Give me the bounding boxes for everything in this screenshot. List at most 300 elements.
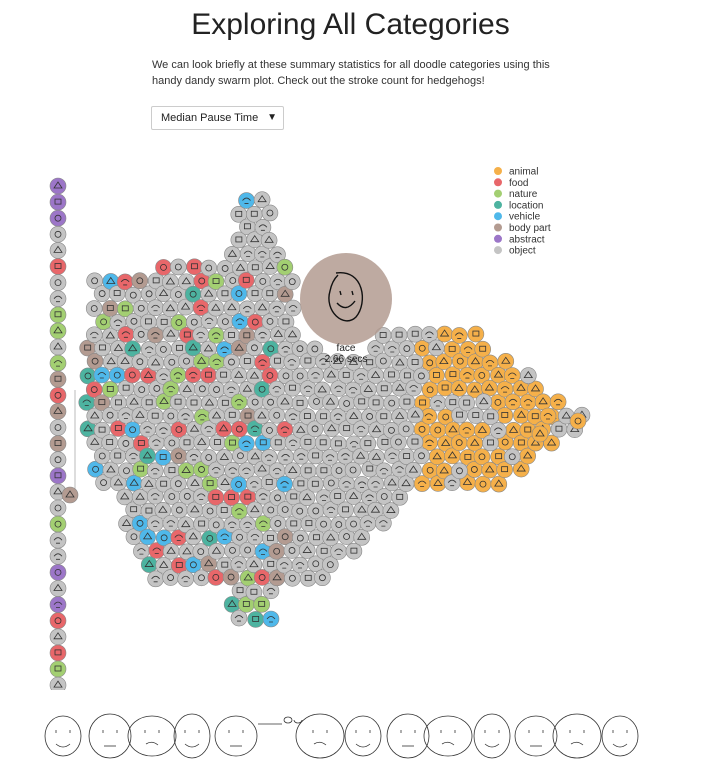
swarm-dot[interactable] [428, 340, 444, 356]
legend-swatch [494, 224, 502, 232]
dot-circle [50, 645, 66, 661]
swarm-dot[interactable] [490, 422, 506, 438]
dot-circle [262, 205, 278, 221]
dot-circle [468, 408, 484, 424]
dot-circle [50, 178, 66, 194]
dot-circle [50, 516, 66, 532]
dot-circle [208, 300, 224, 316]
dot-circle [345, 462, 361, 478]
swarm-dot[interactable] [139, 448, 155, 464]
dot-circle [407, 407, 423, 423]
dot-circle [384, 475, 400, 491]
swarm-dot[interactable] [316, 516, 332, 532]
swarm-dot[interactable] [102, 300, 118, 316]
swarm-dot[interactable] [156, 259, 172, 275]
left-column-dot[interactable] [50, 371, 66, 387]
swarm-dot[interactable] [94, 367, 110, 383]
left-column-dot[interactable] [50, 581, 66, 597]
swarm-dot[interactable] [384, 341, 400, 357]
left-column-dot[interactable] [50, 420, 66, 436]
swarm-dot[interactable] [254, 408, 270, 424]
dot-circle [284, 274, 300, 290]
dot-circle [277, 394, 293, 410]
swarm-dot[interactable] [254, 596, 270, 612]
legend-label: location [509, 200, 544, 212]
face-mouth [56, 744, 70, 747]
swarm-dot[interactable] [238, 436, 254, 452]
dot-circle [94, 367, 110, 383]
swarm-dot[interactable] [468, 326, 484, 342]
swarm-dot[interactable] [269, 543, 285, 559]
left-column-dot[interactable] [50, 194, 66, 210]
legend [494, 167, 551, 257]
face-doodle[interactable] [387, 714, 429, 758]
dot-circle [451, 327, 467, 343]
face-outline [128, 716, 176, 756]
dot-circle [50, 629, 66, 645]
swarm-dot[interactable] [505, 394, 521, 410]
swarm-dot[interactable] [284, 327, 300, 343]
swarm-dot[interactable] [285, 300, 301, 316]
swarm-dot[interactable] [308, 367, 324, 383]
dot-circle [50, 403, 66, 419]
face-outline [553, 714, 601, 758]
dot-circle [50, 468, 66, 484]
left-column-dot[interactable] [50, 613, 66, 629]
swarm-dot[interactable] [170, 367, 186, 383]
dot-circle [50, 436, 66, 452]
swarm-dot[interactable] [86, 301, 102, 317]
swarm-dot[interactable] [239, 193, 255, 209]
legend-item[interactable] [494, 212, 541, 223]
dot-circle [50, 371, 66, 387]
face-mouth [146, 742, 158, 745]
swarm-dot[interactable] [248, 611, 264, 627]
swarm-dot[interactable] [491, 476, 507, 492]
swarm-dot[interactable] [315, 435, 331, 451]
legend-swatch [494, 167, 502, 175]
dot-circle [50, 548, 66, 564]
dot-circle [269, 543, 285, 559]
swarm-dot[interactable] [407, 326, 423, 342]
swarm-dot[interactable] [322, 394, 338, 410]
swarm-dot[interactable] [360, 436, 376, 452]
face-doodle[interactable] [515, 716, 557, 756]
left-column-dot[interactable] [50, 564, 66, 580]
left-column-dot[interactable] [50, 178, 66, 194]
swarm-dot[interactable] [475, 476, 491, 492]
dot-circle [147, 408, 163, 424]
face-doodle[interactable] [474, 714, 510, 758]
swarm-dot[interactable] [300, 570, 316, 586]
left-column-dot[interactable] [50, 291, 66, 307]
dot-circle [186, 259, 202, 275]
dot-circle [209, 543, 225, 559]
dot-circle [285, 300, 301, 316]
swarm-dot[interactable] [126, 475, 142, 491]
swarm-dot[interactable] [261, 232, 277, 248]
swarm-dot[interactable] [346, 543, 362, 559]
dot-circle [540, 408, 556, 424]
dot-circle [520, 368, 536, 384]
face-mouth [613, 744, 627, 747]
swarm-dot[interactable] [376, 381, 392, 397]
intro-paragraph: We can look briefly at these summary statistics for all doodle categories using this handy dandy swarm plot. Check out the stroke count for hedgehogs! [152, 59, 550, 87]
legend-label: animal [509, 166, 539, 178]
swarm-dot[interactable] [141, 557, 157, 573]
face-outline [89, 714, 131, 758]
swarm-dot[interactable] [384, 475, 400, 491]
dot-circle [399, 341, 415, 357]
left-column-dot[interactable] [50, 323, 66, 339]
swarm-dot[interactable] [208, 300, 224, 316]
highlight-value: 2.66 secs [324, 354, 368, 365]
face-outline [424, 716, 472, 756]
left-column-dot[interactable] [50, 548, 66, 564]
left-column-dot[interactable] [50, 355, 66, 371]
swarm-dot[interactable] [231, 367, 247, 383]
face-doodle[interactable] [424, 716, 472, 756]
dot-circle [550, 394, 566, 410]
face-eyes [570, 730, 584, 733]
legend-label: object [509, 245, 536, 257]
dot-circle [263, 611, 279, 627]
left-column-dot[interactable] [50, 452, 66, 468]
dot-circle [254, 408, 270, 424]
swarm-dot[interactable] [451, 463, 467, 479]
swarm-dot[interactable] [413, 448, 429, 464]
dot-circle [570, 413, 586, 429]
left-column-dot[interactable] [50, 597, 66, 613]
swarm-dot[interactable] [178, 571, 194, 587]
dot-circle [139, 448, 155, 464]
metric-select[interactable] [151, 106, 284, 130]
swarm-dot[interactable] [482, 462, 498, 478]
swarm-dot[interactable] [413, 368, 429, 384]
face-doodle[interactable] [553, 714, 601, 758]
dot-circle [504, 449, 520, 465]
face-eyes [313, 730, 327, 733]
dot-circle [50, 613, 66, 629]
dot-circle [62, 487, 78, 503]
dot-circle [163, 543, 179, 559]
face-eyes [529, 730, 543, 733]
swarm-dot[interactable] [497, 407, 513, 423]
dot-circle [186, 395, 202, 411]
dot-circle [490, 422, 506, 438]
face-eyes [356, 730, 370, 733]
legend-label: body part [509, 223, 551, 234]
face-eyes [185, 730, 199, 733]
face-doodle[interactable] [89, 714, 131, 758]
dot-circle [231, 367, 247, 383]
swarm-dot[interactable] [216, 421, 232, 437]
legend-item[interactable] [494, 223, 551, 234]
face-mouth [442, 742, 454, 745]
swarm-dot[interactable] [293, 448, 309, 464]
face-mouth [571, 742, 583, 745]
dot-circle [50, 339, 66, 355]
swarm-dot[interactable] [263, 611, 279, 627]
dot-circle [193, 570, 209, 586]
dot-circle [532, 426, 548, 442]
dot-circle [284, 327, 300, 343]
legend-swatch [494, 212, 502, 220]
face-eyes [441, 730, 455, 733]
legend-swatch [494, 246, 502, 254]
face-eyes [56, 730, 70, 733]
swarm-dot[interactable] [193, 570, 209, 586]
swarm-dot[interactable] [368, 395, 384, 411]
swarm-chart [0, 160, 701, 690]
dot-circle [50, 275, 66, 291]
legend-item[interactable] [494, 200, 543, 211]
legend-swatch [494, 235, 502, 243]
dot-circle [50, 677, 66, 690]
face-doodle[interactable] [215, 716, 257, 756]
face-outline [387, 714, 429, 758]
swarm-dot[interactable] [224, 246, 240, 262]
legend-label: nature [509, 189, 538, 201]
legend-label: food [509, 177, 529, 189]
swarm-dot[interactable] [269, 301, 285, 317]
dot-circle [428, 340, 444, 356]
swarm-dot[interactable] [132, 273, 148, 289]
dot-circle [293, 448, 309, 464]
dot-circle [475, 476, 491, 492]
face-doodle[interactable] [45, 716, 81, 756]
highlight-circle [300, 253, 392, 345]
dot-circle [451, 463, 467, 479]
swarm-dot[interactable] [570, 413, 586, 429]
dot-circle [482, 462, 498, 478]
swarm-dot[interactable] [170, 259, 186, 275]
left-column-dot[interactable] [50, 661, 66, 677]
legend-item[interactable] [494, 234, 545, 245]
swarm-dot[interactable] [162, 301, 178, 317]
left-column-dot[interactable] [50, 468, 66, 484]
highlight-name: face [336, 343, 356, 354]
swarm-dot[interactable] [540, 408, 556, 424]
dot-circle [141, 557, 157, 573]
face-outline [515, 716, 557, 756]
dot-circle [497, 407, 513, 423]
face-doodle[interactable] [174, 714, 210, 758]
dot-circle [322, 394, 338, 410]
left-column-dot[interactable] [50, 226, 66, 242]
swarm-dot[interactable] [277, 394, 293, 410]
swarm-dot[interactable] [186, 259, 202, 275]
dot-circle [50, 452, 66, 468]
left-column-dot[interactable] [50, 516, 66, 532]
dot-circle [50, 259, 66, 275]
legend-item[interactable] [494, 246, 536, 257]
dot-circle [208, 327, 224, 343]
dot-circle [171, 502, 187, 518]
legend-label: vehicle [509, 211, 541, 223]
left-column-dot[interactable] [50, 275, 66, 291]
dot-circle [50, 291, 66, 307]
swarm-dot[interactable] [186, 395, 202, 411]
dot-circle [125, 422, 141, 438]
left-column-dot[interactable] [50, 629, 66, 645]
swarm-dot[interactable] [208, 327, 224, 343]
dot-circle [360, 436, 376, 452]
page-title: Exploring All Categories [191, 8, 510, 41]
face-outline [45, 716, 81, 756]
swarm-dot[interactable] [520, 368, 536, 384]
dot-circle [162, 301, 178, 317]
swarm-dot[interactable] [498, 353, 514, 369]
left-column-dot[interactable] [50, 532, 66, 548]
dot-circle [413, 368, 429, 384]
swarm-dot[interactable] [451, 327, 467, 343]
left-column-dot[interactable] [50, 259, 66, 275]
swarm-dot[interactable] [331, 543, 347, 559]
swarm-dot[interactable] [209, 382, 225, 398]
dot-circle [414, 340, 430, 356]
left-column-dot[interactable] [50, 403, 66, 419]
legend-item[interactable] [494, 167, 538, 178]
swarm-dot[interactable] [125, 422, 141, 438]
swarm-dot[interactable] [476, 394, 492, 410]
face-eyes [485, 730, 499, 733]
swarm-dot[interactable] [354, 529, 370, 545]
swarm-dot[interactable] [200, 367, 216, 383]
swarm-dot[interactable] [430, 395, 446, 411]
swarm-dot[interactable] [535, 394, 551, 410]
face-doodle[interactable] [345, 716, 381, 756]
face-mouth [314, 742, 326, 745]
swarm-dot[interactable] [171, 502, 187, 518]
dot-circle [254, 596, 270, 612]
dot-circle [50, 581, 66, 597]
left-column-dot[interactable] [50, 677, 66, 690]
dot-circle [193, 327, 209, 343]
dot-circle [277, 259, 293, 275]
dot-circle [535, 394, 551, 410]
dot-circle [224, 246, 240, 262]
dot-circle [50, 210, 66, 226]
face-eyes [103, 730, 117, 733]
dot-circle [170, 259, 186, 275]
legend-swatch [494, 190, 502, 198]
swarm-dot[interactable] [231, 503, 247, 519]
dot-circle [354, 529, 370, 545]
swarm-dot[interactable] [405, 462, 421, 478]
face-doodle[interactable] [128, 716, 176, 756]
dot-circle [300, 570, 316, 586]
dot-circle [50, 307, 66, 323]
left-column-dot[interactable] [50, 339, 66, 355]
swarm-dot[interactable] [414, 340, 430, 356]
left-column-dot[interactable] [50, 387, 66, 403]
swarm-dot[interactable] [209, 543, 225, 559]
dot-circle [316, 516, 332, 532]
swarm-dot[interactable] [345, 462, 361, 478]
swarm-dot[interactable] [550, 394, 566, 410]
dot-circle [376, 381, 392, 397]
dot-circle [50, 661, 66, 677]
swarm-dot[interactable] [262, 205, 278, 221]
glasses-doodle [258, 717, 302, 724]
dot-circle [102, 300, 118, 316]
dot-circle [248, 611, 264, 627]
dot-circle [498, 353, 514, 369]
face-mouth [485, 744, 499, 747]
swarm-dot[interactable] [147, 408, 163, 424]
legend-label: abstract [509, 234, 545, 246]
left-column-dot[interactable] [50, 307, 66, 323]
swarm-dot[interactable] [247, 502, 263, 518]
swarm-dot[interactable] [504, 449, 520, 465]
face-outline [296, 714, 344, 758]
swarm-dot[interactable] [240, 246, 256, 262]
dot-circle [368, 395, 384, 411]
face-eyes [229, 730, 243, 733]
swarm-dot[interactable] [532, 426, 548, 442]
face-eyes [401, 730, 415, 733]
swarm-dot[interactable] [399, 341, 415, 357]
dot-circle [231, 503, 247, 519]
dot-circle [50, 532, 66, 548]
swarm-dot[interactable] [284, 274, 300, 290]
swarm-dot[interactable] [231, 556, 247, 572]
dot-circle [86, 301, 102, 317]
swarm-dot[interactable] [163, 543, 179, 559]
dot-circle [231, 556, 247, 572]
dot-circle [247, 502, 263, 518]
legend-swatch [494, 201, 502, 209]
dot-circle [261, 232, 277, 248]
face-doodle[interactable] [602, 716, 638, 756]
dot-circle [50, 597, 66, 613]
dot-circle [50, 323, 66, 339]
dot-circle [269, 301, 285, 317]
dot-circle [50, 355, 66, 371]
swarm-dot[interactable] [277, 259, 293, 275]
left-column-dot[interactable] [50, 645, 66, 661]
left-column-dot[interactable] [50, 242, 66, 258]
swarm-dot[interactable] [185, 367, 201, 383]
swarm-dot[interactable] [407, 407, 423, 423]
legend-item[interactable] [494, 189, 538, 200]
swarm-dot[interactable] [193, 327, 209, 343]
dot-circle [216, 421, 232, 437]
swarm-dot[interactable] [148, 300, 164, 316]
swarm-dot[interactable] [437, 326, 453, 342]
left-column-dot[interactable] [50, 210, 66, 226]
left-column-dot[interactable] [50, 436, 66, 452]
dot-circle [178, 571, 194, 587]
dot-circle [126, 475, 142, 491]
face-outline [345, 716, 381, 756]
face-eyes [145, 730, 159, 733]
left-column-dot[interactable] [50, 500, 66, 516]
swarm-dot[interactable] [468, 408, 484, 424]
dot-circle [505, 394, 521, 410]
face-mouth [185, 744, 199, 747]
dot-circle [50, 420, 66, 436]
left-column-dot[interactable] [62, 487, 78, 503]
dot-circle [170, 367, 186, 383]
dot-circle [468, 326, 484, 342]
dot-circle [238, 436, 254, 452]
legend-item[interactable] [494, 178, 528, 189]
dot-circle [430, 395, 446, 411]
dot-circle [240, 246, 256, 262]
face-doodle[interactable] [296, 714, 344, 758]
